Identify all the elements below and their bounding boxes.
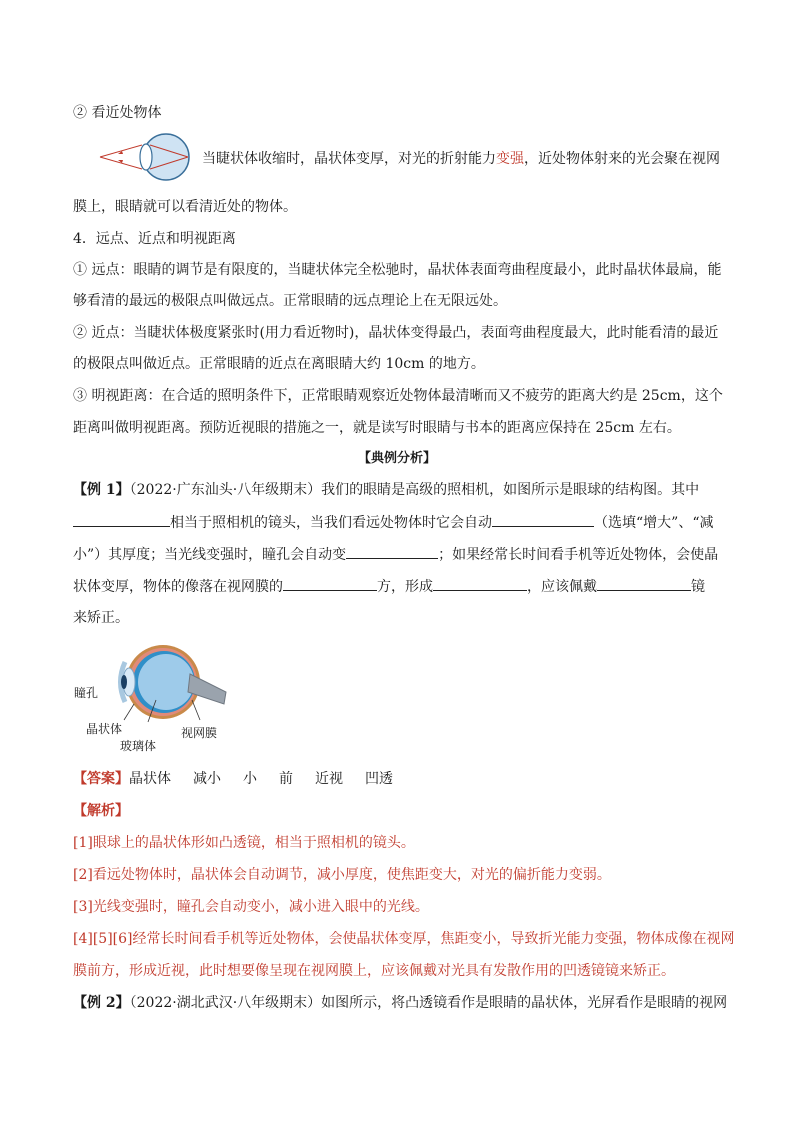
example1-line2: 相当于照相机的镜头，当我们看远处物体时它会自动 （选填“增大”、“减 [73, 512, 724, 533]
answer-tag: 【答案】 [73, 771, 129, 787]
label-pupil: 瞳孔 [74, 686, 99, 700]
clear-vision-line1: ③ 明视距离：在合适的照明条件下，正常眼睛观察近处物体最清晰而又不疲劳的距离大约是 25cm，这个 [73, 388, 723, 404]
near-paragraph-line1: 当睫状体收缩时，晶状体变厚，对光的折射能力变强，近处物体射来的光会聚在视网 [202, 151, 720, 167]
far-point-line1: ① 远点：眼睛的调节是有限度的，当睫状体完全松驰时，晶状体表面弯曲程度最小，此时晶状体最扁，能 [73, 262, 722, 278]
clear-vision-line2: 距离叫做明视距离。预防近视眼的措施之一，就是读写时眼睛与书本的距离应保持在 25cm 左右。 [73, 420, 681, 436]
near-point-line1: ② 近点：当睫状体极度紧张时(用力看近物时)，晶状体变得最凸，表面弯曲程度最大，此时能看清的最近 [73, 325, 719, 341]
label-vitreous: 玻璃体 [120, 739, 157, 753]
example1-line4: 状体变厚，物体的像落在视网膜的 方，形成 ，应该佩戴 镜 [73, 576, 724, 597]
analysis-line4: [4][5][6]经常长时间看手机等近处物体，会使晶状体变厚，焦距变小，导致折光能力变强，物体成像在视网 [73, 931, 735, 947]
analysis-line1: [1]眼球上的晶状体形如凸透镜，相当于照相机的镜头。 [73, 835, 415, 851]
near-eye-diagram [98, 132, 194, 182]
far-point-line2: 够看清的最远的极限点叫做远点。正常眼睛的远点理论上在无限远处。 [73, 293, 507, 309]
answer-blank-1[interactable] [73, 512, 170, 527]
example2-line1: 【例 2】（2022·湖北武汉·八年级期末）如图所示，将凸透镜看作是眼睛的晶状体，光屏看作是眼睛的视网 [73, 995, 728, 1011]
analysis-heading: 【典例分析】 [357, 451, 436, 466]
analysis-line5: 膜前方，形成近视，此时想要像呈现在视网膜上，应该佩戴对光具有发散作用的凹透镜镜来矫正。 [73, 963, 675, 979]
example1-line3: 小”）其厚度；当光线变强时，瞳孔会自动变 ；如果经常长时间看手机等近处物体，会使晶 [73, 544, 724, 565]
example1-tag: 【例 1】 [73, 482, 130, 498]
answer-blank-5[interactable] [433, 576, 527, 591]
section4-title: 4．远点、近点和明视距离 [73, 231, 236, 247]
answer-blank-3[interactable] [346, 544, 438, 559]
near-point-line2: 的极限点叫做近点。正常眼睛的近点在离眼睛大约 10cm 的地方。 [73, 356, 485, 372]
near-heading: ② 看近处物体 [73, 105, 162, 121]
analysis-line3: [3]光线变强时，瞳孔会自动变小，减小进入眼中的光线。 [73, 899, 429, 915]
example1-line1: 【例 1】（2022·广东汕头·八年级期末）我们的眼睛是高级的照相机，如图所示是眼球的结构图。其中 [73, 482, 700, 498]
answer-blank-6[interactable] [597, 576, 691, 591]
answer-blank-2[interactable] [492, 512, 594, 527]
analysis-line2: [2]看远处物体时，晶状体会自动调节，减小厚度，使焦距变大，对光的偏折能力变弱。 [73, 867, 611, 883]
label-retina: 视网膜 [181, 726, 218, 740]
example1-line5: 来矫正。 [73, 610, 129, 626]
near-paragraph-line2: 膜上，眼睛就可以看清近处的物体。 [73, 199, 297, 215]
analysis-tag: 【解析】 [73, 803, 129, 819]
eyeball-structure-diagram [108, 642, 228, 727]
answer-line: 【答案】晶状体 减小 小 前 近视 凹透 [73, 771, 393, 787]
example2-tag: 【例 2】 [73, 995, 130, 1011]
answer-blank-4[interactable] [283, 576, 377, 591]
label-lens: 晶状体 [86, 722, 123, 736]
